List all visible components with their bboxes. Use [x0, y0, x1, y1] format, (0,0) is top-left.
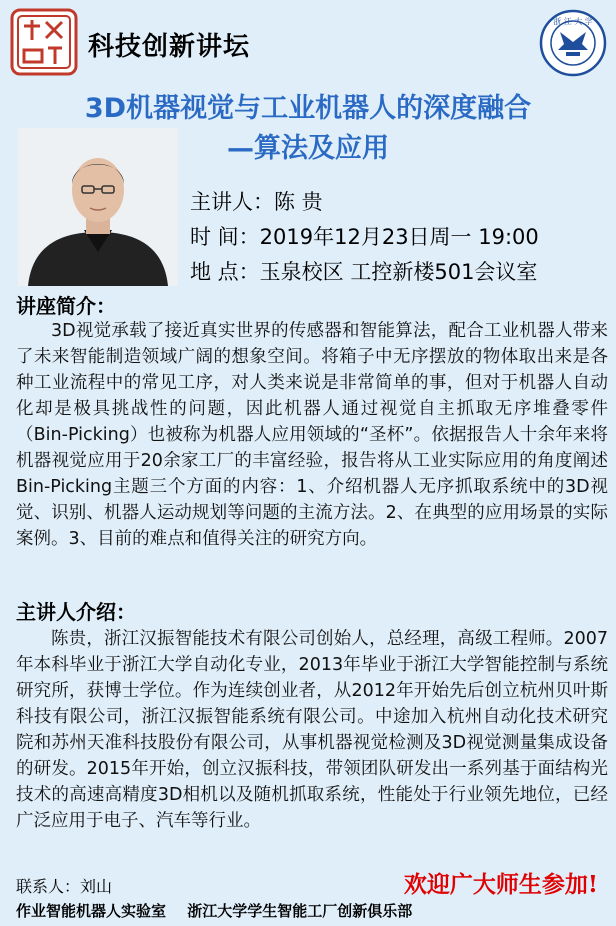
lecture-location: 地 点：玉泉校区 工控新楼501会议室: [190, 260, 538, 284]
organizers-footer: [0, 900, 616, 921]
organizer-lab: 作业智能机器人实验室: [16, 902, 167, 920]
intro-text: 3D视觉承载了接近真实世界的传感器和智能算法，配合工业机器人带来了未来智能制造领域广阔的想象空间。将箱子中无序摆放的物体取出来是各种工业流程中的常见工序，对人类来说是非常简单的事，但对于机器人自动化却是极具挑战性的问题，因此机器人通过视觉自主抓取无序堆叠零件（Bin-Picking）也被称为机器人应用领域的“圣杯”。依据报告人十余年来将机器视觉应用于20余家工厂的丰富经验，报告将从工业实际应用的角度阐述Bin-Picking主题三个方面的内容：1、介绍机器人无序抓取系统中的3D视觉、识别、机器人运动规划等问题的主流方法。2、在典型的应用场景的实际案例。3、目前的难点和值得关注的研究方向。: [16, 321, 608, 549]
contact-person: 联系人：刘山: [16, 877, 113, 896]
svg-text:浙 江 大 学: 浙 江 大 学: [553, 17, 593, 26]
intro-heading: 讲座简介：: [16, 294, 116, 318]
speaker-photo: [18, 128, 178, 286]
organizer-club: 浙江大学学生智能工厂创新俱乐部: [187, 902, 413, 920]
speaker-name: 主讲人：陈 贵: [190, 190, 323, 214]
club-logo: [10, 8, 78, 76]
lecture-time: 时 间：2019年12月23日周一 19:00: [190, 225, 539, 249]
series-title: 科技创新讲坛: [88, 32, 251, 62]
welcome-message: 欢迎广大师生参加!: [403, 871, 598, 898]
bio-text: 陈贵，浙江汉振智能技术有限公司创始人，总经理，高级工程师。2007年本科毕业于浙江大学自动化专业，2013年毕业于浙江大学智能控制与系统研究所，获博士学位。作为连续创业者，从2012年开始先后创立杭州贝叶斯科技有限公司，浙江汉振智能系统有限公司。中途加入杭州自动化技术研究院和苏州天准科技股份有限公司，从事机器视觉检测及3D视觉测量集成设备的研发。2015年开始，创立汉振科技，带领团队研发出一系列基于面结构光技术的高速高精度3D相机以及随机抓取系统，性能处于行业领先地位，已经广泛应用于电子、汽车等行业。: [16, 629, 608, 831]
lecture-title-line2: —算法及应用: [227, 133, 389, 164]
bio-heading: 主讲人介绍：: [16, 600, 136, 624]
university-emblem: [538, 8, 608, 78]
lecture-title-line1: 3D机器视觉与工业机器人的深度融合: [84, 93, 532, 124]
